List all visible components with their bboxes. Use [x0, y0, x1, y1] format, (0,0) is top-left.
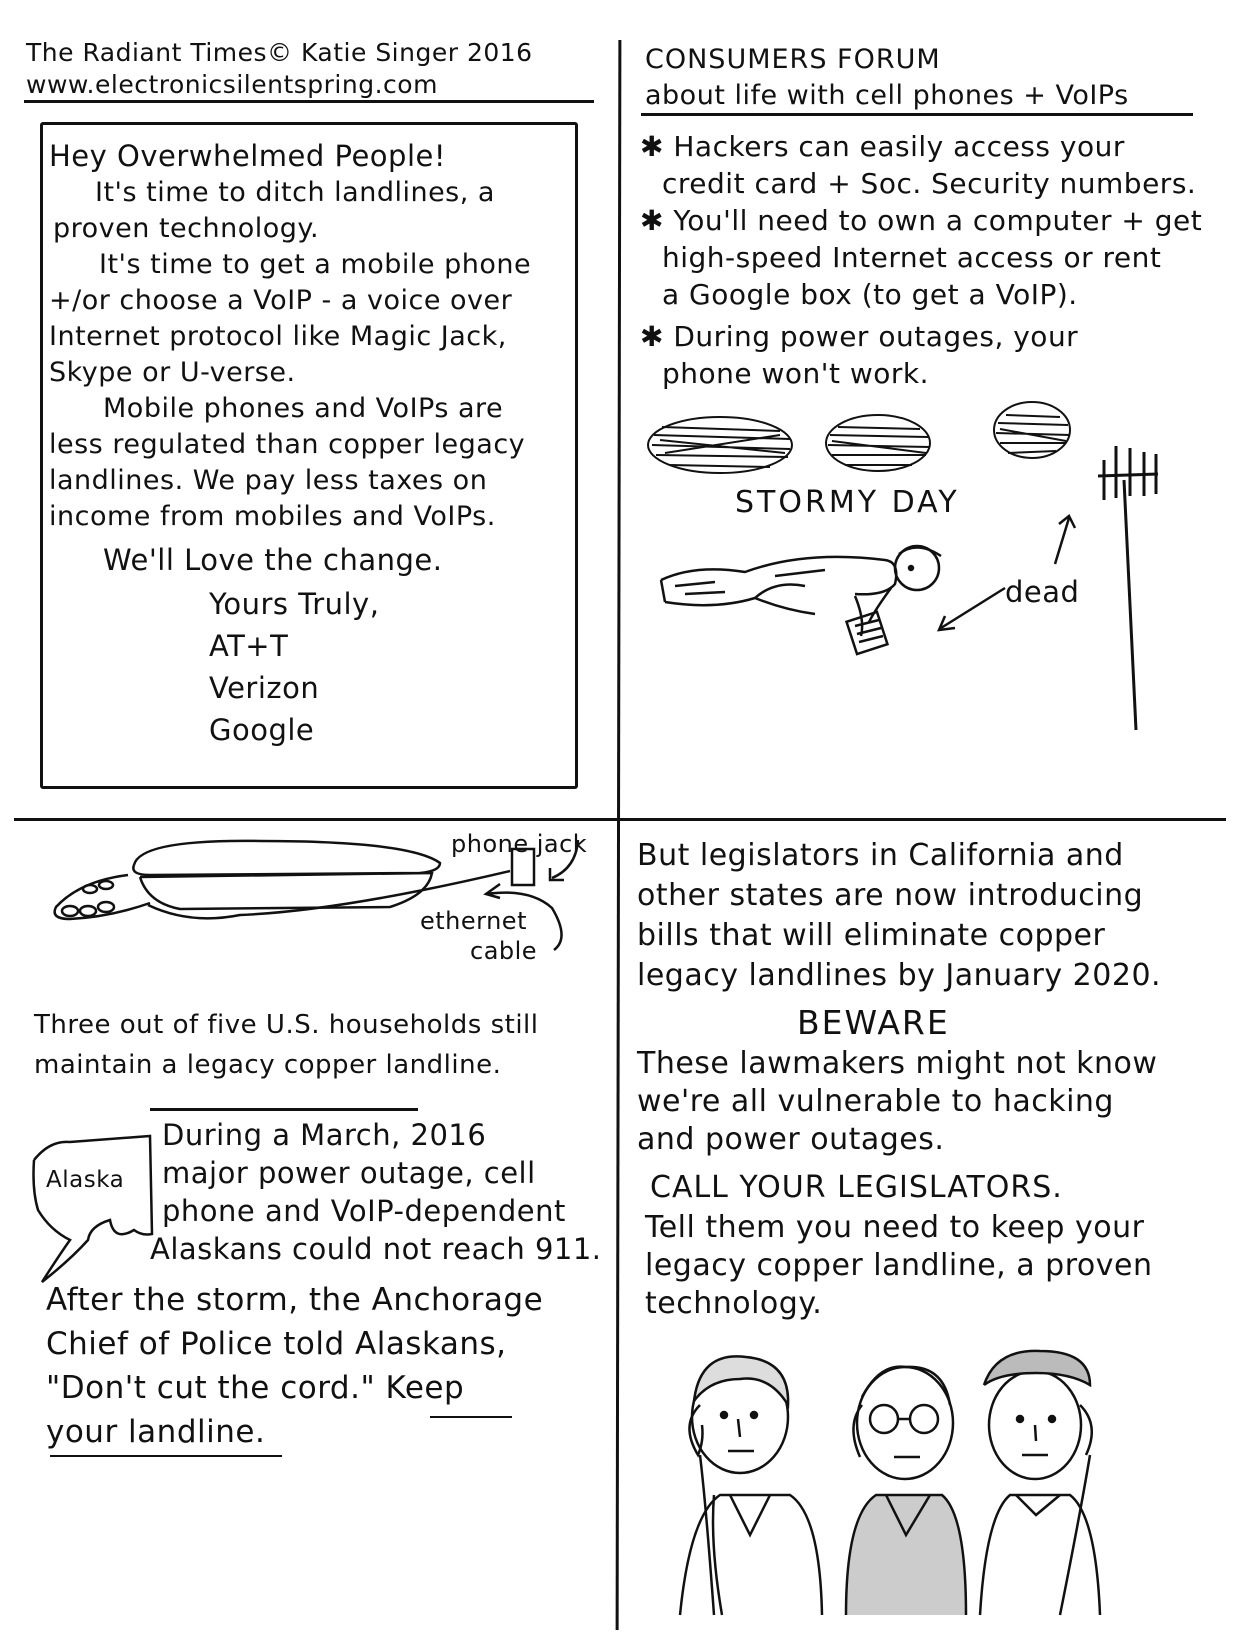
- outage-line: phone and VoIP-dependent: [162, 1194, 566, 1228]
- letter-line: +/or choose a VoIP - a voice over: [49, 285, 513, 316]
- masthead-title: The Radiant Times© Katie Singer 2016: [26, 38, 533, 67]
- letter-line: Skype or U-verse.: [49, 357, 296, 388]
- letter-line: It's time to ditch landlines, a: [95, 177, 495, 208]
- forum-bullet-2-cont: a Google box (to get a VoIP).: [662, 278, 1078, 311]
- outage-line: Alaskans could not reach 911.: [150, 1232, 602, 1266]
- cell-tower-icon: [1090, 440, 1170, 740]
- forum-bullet-2: ✱ You'll need to own a computer + get: [640, 204, 1203, 237]
- letter-line: less regulated than copper legacy: [49, 429, 526, 460]
- asterisk-icon: ✱: [640, 130, 664, 163]
- vulnerable-line: and power outages.: [637, 1122, 945, 1157]
- outage-line: your landline.: [46, 1414, 266, 1450]
- asterisk-icon: ✱: [640, 320, 664, 353]
- tell-line: technology.: [645, 1286, 823, 1321]
- call-legislators-heading: CALL YOUR LEGISLATORS.: [650, 1170, 1063, 1205]
- beware-heading: BEWARE: [797, 1003, 950, 1042]
- panel-divider-vertical: [616, 40, 622, 1630]
- outage-line: major power outage, cell: [162, 1156, 536, 1190]
- dead-label: dead: [1005, 575, 1080, 609]
- storm-clouds-icon: [640, 405, 980, 485]
- fallen-person-icon: [655, 540, 975, 680]
- outage-line: After the storm, the Anchorage: [46, 1282, 544, 1318]
- letter-line: Internet protocol like Magic Jack,: [49, 321, 507, 352]
- households-line: maintain a legacy copper landline.: [34, 1050, 502, 1080]
- letter-line: proven technology.: [53, 213, 320, 244]
- keep-underline: [430, 1416, 512, 1418]
- forum-bullet-3-cont: phone won't work.: [662, 357, 930, 390]
- alaska-map-icon: [30, 1130, 160, 1290]
- stormy-day-label: STORMY DAY: [735, 485, 960, 520]
- people-on-phones-icon: [650, 1345, 1210, 1625]
- signature-att: AT+T: [209, 629, 289, 663]
- phone-jack-label: phone jack: [451, 830, 588, 858]
- letter-line: landlines. We pay less taxes on: [49, 465, 488, 496]
- section-rule: [150, 1108, 418, 1111]
- signature-yours-truly: Yours Truly,: [209, 587, 380, 621]
- letter-line: Mobile phones and VoIPs are: [103, 393, 504, 424]
- signature-verizon: Verizon: [209, 671, 320, 705]
- letter-greeting: Hey Overwhelmed People!: [49, 139, 446, 173]
- legislators-line: other states are now introducing: [637, 878, 1144, 913]
- letter-box: [40, 122, 578, 789]
- tell-line: Tell them you need to keep your: [645, 1210, 1145, 1245]
- forum-subtitle: about life with cell phones + VoIPs: [645, 80, 1129, 111]
- storm-cloud-icon: [990, 395, 1080, 465]
- panel-divider-horizontal: [14, 818, 1226, 821]
- signature-google: Google: [209, 713, 315, 747]
- forum-title: CONSUMERS FORUM: [645, 44, 941, 75]
- tell-line: legacy copper landline, a proven: [645, 1248, 1153, 1283]
- households-line: Three out of five U.S. households still: [34, 1010, 539, 1040]
- masthead-url: www.electronicsilentspring.com: [26, 70, 438, 99]
- letter-line: income from mobiles and VoIPs.: [49, 501, 496, 532]
- forum-bullet-1: ✱ Hackers can easily access your: [640, 130, 1125, 163]
- outage-line: During a March, 2016: [162, 1118, 487, 1152]
- cable-label: cable: [470, 937, 538, 965]
- outage-line: Chief of Police told Alaskans,: [46, 1326, 507, 1362]
- vulnerable-line: These lawmakers might not know: [637, 1046, 1158, 1081]
- ethernet-label: ethernet: [420, 907, 527, 935]
- alaska-label: Alaska: [46, 1167, 125, 1193]
- forum-bullet-1-cont: credit card + Soc. Security numbers.: [662, 167, 1197, 200]
- forum-bullet-3: ✱ During power outages, your: [640, 320, 1079, 353]
- legislators-line: But legislators in California and: [637, 838, 1124, 873]
- letter-line: It's time to get a mobile phone: [99, 249, 532, 280]
- asterisk-icon: ✱: [640, 204, 664, 237]
- vulnerable-line: we're all vulnerable to hacking: [637, 1084, 1114, 1119]
- forum-rule: [641, 113, 1193, 116]
- masthead-rule: [24, 100, 594, 103]
- letter-closing-line: We'll Love the change.: [103, 543, 443, 577]
- landline-underline: [50, 1455, 282, 1457]
- legislators-line: bills that will eliminate copper: [637, 918, 1106, 953]
- outage-line: "Don't cut the cord." Keep: [46, 1370, 465, 1406]
- legislators-line: legacy landlines by January 2020.: [637, 958, 1162, 993]
- forum-bullet-2-cont: high-speed Internet access or rent: [662, 241, 1162, 274]
